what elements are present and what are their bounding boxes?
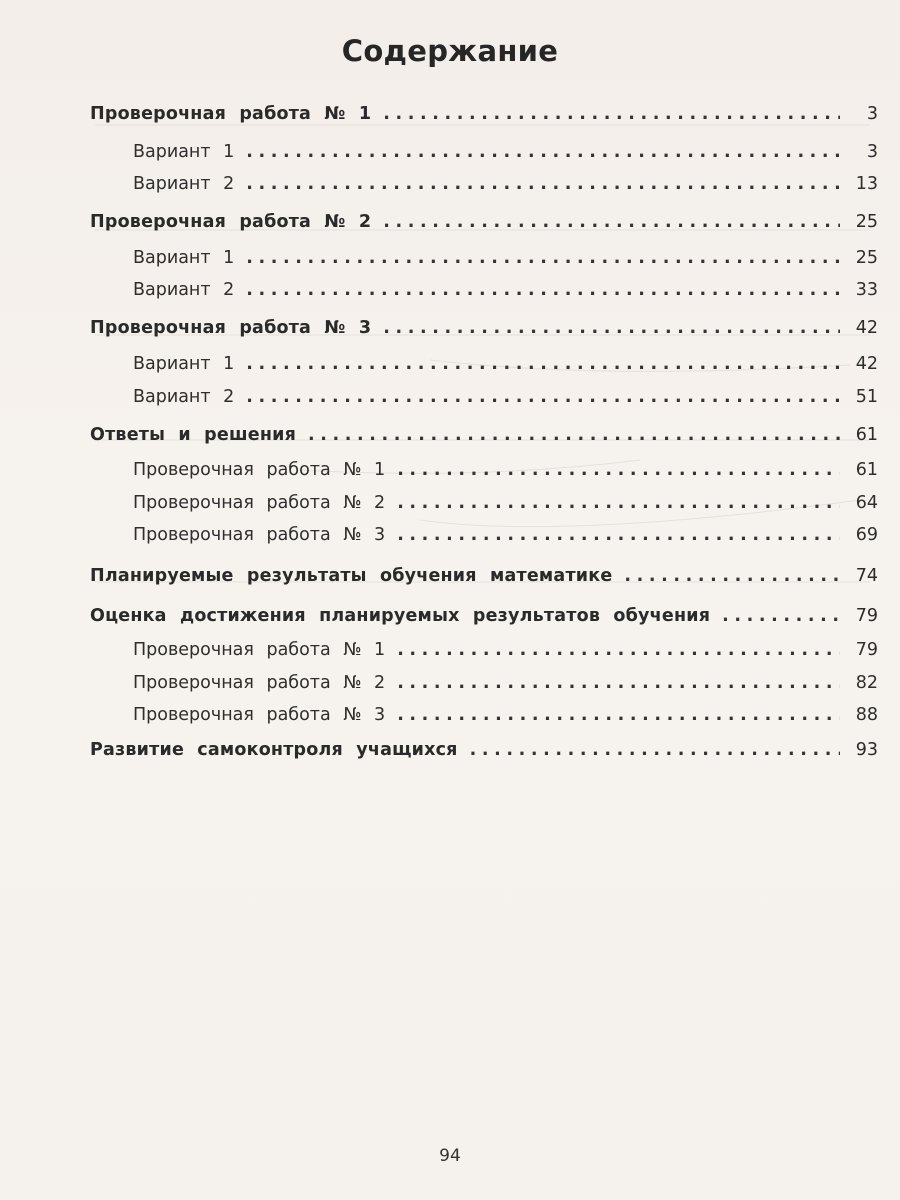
dot-leader <box>383 212 840 232</box>
toc-entry-label: Планируемые результаты обучения математике <box>90 566 613 586</box>
toc-entry[interactable] <box>133 705 878 735</box>
toc-entry-label: Проверочная работа № 1 <box>90 104 372 124</box>
dot-leader <box>246 280 840 300</box>
toc-entry-label: Оценка достижения планируемых результатов обучения <box>90 606 711 626</box>
toc-entry-page: 3 <box>866 104 878 124</box>
dot-leader <box>246 174 840 194</box>
toc-entry[interactable] <box>133 174 878 204</box>
toc-entry-page: 42 <box>855 318 878 338</box>
toc-entry[interactable] <box>133 493 878 523</box>
toc-entry-label: Вариант 2 <box>133 174 235 194</box>
toc-entry-label: Вариант 1 <box>133 354 235 374</box>
dot-leader <box>397 673 840 693</box>
toc-entry-label: Проверочная работа № 3 <box>133 705 386 725</box>
toc-entry[interactable] <box>133 460 878 490</box>
dot-leader <box>470 740 840 760</box>
toc-entry-label: Вариант 2 <box>133 280 235 300</box>
toc-entry-page: 74 <box>855 566 878 586</box>
dot-leader <box>397 525 840 545</box>
table-of-contents <box>0 104 900 784</box>
toc-entry-page: 13 <box>855 174 878 194</box>
toc-entry-page: 61 <box>855 460 878 480</box>
dot-leader <box>383 104 840 124</box>
toc-entry[interactable] <box>133 525 878 555</box>
dot-leader <box>246 354 840 374</box>
toc-entry-page: 69 <box>855 525 878 545</box>
dot-leader <box>397 640 840 660</box>
toc-entry[interactable] <box>133 640 878 670</box>
dot-leader <box>624 566 840 586</box>
toc-entry[interactable] <box>90 740 878 770</box>
toc-entry-page: 25 <box>855 212 878 232</box>
toc-entry-label: Проверочная работа № 2 <box>133 673 386 693</box>
toc-entry-label: Развитие самоконтроля учащихся <box>90 740 458 760</box>
toc-entry-page: 61 <box>855 425 878 445</box>
dot-leader <box>246 387 840 407</box>
toc-entry[interactable] <box>90 104 878 134</box>
toc-entry[interactable] <box>133 248 878 278</box>
toc-entry-label: Проверочная работа № 3 <box>133 525 386 545</box>
toc-entry-label: Ответы и решения <box>90 425 297 445</box>
toc-entry-label: Проверочная работа № 1 <box>133 640 386 660</box>
dot-leader <box>308 425 840 445</box>
dot-leader <box>722 606 840 626</box>
toc-entry[interactable] <box>133 280 878 310</box>
toc-entry-page: 25 <box>855 248 878 268</box>
dot-leader <box>246 142 840 162</box>
toc-entry-page: 88 <box>855 705 878 725</box>
toc-entry-page: 93 <box>855 740 878 760</box>
toc-entry-page: 42 <box>855 354 878 374</box>
toc-entry[interactable] <box>133 354 878 384</box>
toc-entry[interactable] <box>133 142 878 172</box>
toc-entry-label: Проверочная работа № 2 <box>90 212 372 232</box>
toc-entry[interactable] <box>90 566 878 596</box>
toc-entry-page: 33 <box>855 280 878 300</box>
toc-entry[interactable] <box>133 673 878 703</box>
toc-entry-page: 82 <box>855 673 878 693</box>
toc-entry-page: 3 <box>866 142 878 162</box>
dot-leader <box>246 248 840 268</box>
dot-leader <box>397 493 840 513</box>
toc-entry-label: Вариант 1 <box>133 248 235 268</box>
toc-entry-page: 79 <box>855 640 878 660</box>
toc-entry[interactable] <box>90 212 878 242</box>
dot-leader <box>397 460 840 480</box>
toc-entry-label: Проверочная работа № 2 <box>133 493 386 513</box>
toc-entry[interactable] <box>90 425 878 455</box>
toc-entry-label: Вариант 2 <box>133 387 235 407</box>
toc-entry[interactable] <box>133 387 878 417</box>
toc-entry-label: Проверочная работа № 3 <box>90 318 372 338</box>
dot-leader <box>397 705 840 725</box>
toc-entry-label: Вариант 1 <box>133 142 235 162</box>
toc-entry-label: Проверочная работа № 1 <box>133 460 386 480</box>
toc-entry-page: 79 <box>855 606 878 626</box>
toc-entry-page: 51 <box>855 387 878 407</box>
page-number: 94 <box>439 1146 461 1166</box>
toc-entry[interactable] <box>90 318 878 348</box>
page-title: Содержание <box>341 34 559 68</box>
toc-entry[interactable] <box>90 606 878 636</box>
dot-leader <box>383 318 840 338</box>
toc-entry-page: 64 <box>855 493 878 513</box>
